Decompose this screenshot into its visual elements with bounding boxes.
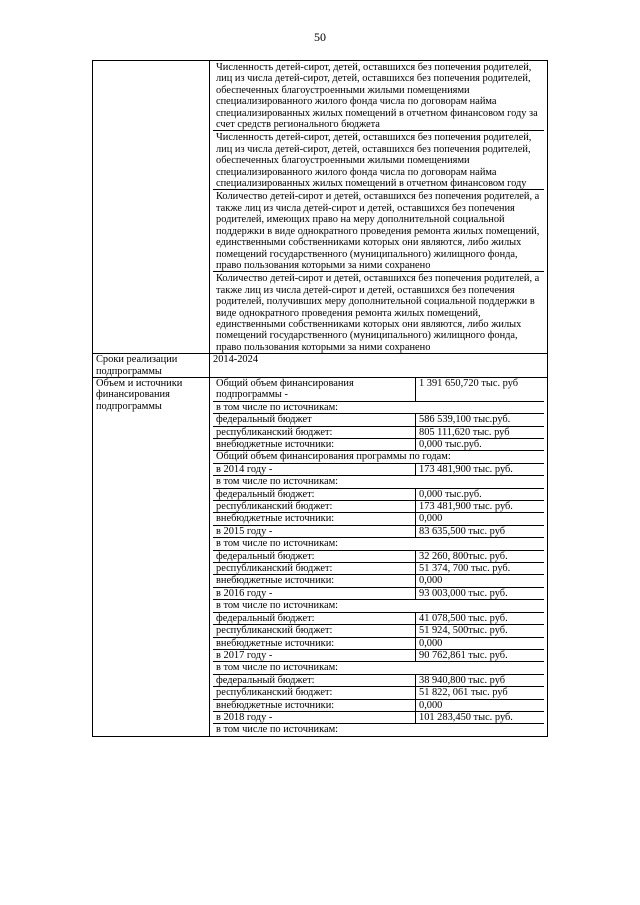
funding-cell	[210, 377, 548, 736]
funding-row-item	[213, 426, 544, 438]
funding-item-label: в 2017 году -	[213, 649, 416, 661]
funding-row-item	[213, 600, 544, 612]
funding-item-amount: 0,000	[416, 699, 545, 711]
funding-row-item	[213, 525, 544, 537]
terms-value: 2014-2024	[210, 354, 548, 378]
funding-row-item	[213, 637, 544, 649]
funding-row-item	[213, 724, 544, 736]
funding-label: Объем и источники финансирования подпрограммы	[93, 377, 210, 736]
funding-row-item	[213, 587, 544, 599]
funding-item-label: федеральный бюджет:	[213, 488, 416, 500]
funding-item-amount: 173 481,900 тыс. руб.	[416, 501, 545, 513]
funding-row-item	[213, 513, 544, 525]
funding-row-item	[213, 625, 544, 637]
funding-item-amount: 38 940,800 тыс. руб	[416, 674, 545, 686]
funding-item-amount: 32 260, 800тыс. руб.	[416, 550, 545, 562]
program-passport-table	[92, 60, 548, 737]
funding-item-amount: 41 078,500 тыс. руб.	[416, 612, 545, 624]
funding-item-label: в 2018 году -	[213, 711, 416, 723]
funding-item-label: внебюджетные источники:	[213, 575, 416, 587]
funding-row-item	[213, 378, 544, 401]
funding-subheading: в том числе по источникам:	[216, 724, 339, 736]
funding-item-amount: 51 374, 700 тыс. руб.	[416, 563, 545, 575]
funding-item-label: в 2016 году -	[213, 587, 416, 599]
funding-row-item	[213, 550, 544, 562]
terms-label: Сроки реализации подпрограммы	[93, 354, 210, 378]
funding-item-amount: 586 539,100 тыс.руб.	[416, 414, 545, 426]
funding-subheading: в том числе по источникам:	[213, 538, 544, 550]
funding-row-item	[213, 538, 544, 550]
funding-item-label: федеральный бюджет:	[213, 612, 416, 624]
funding-item-amount: 90 762,861 тыс. руб.	[416, 649, 545, 661]
funding-item-label: в 2014 году -	[213, 463, 416, 475]
indicator-1: Численность детей-сирот, детей, оставшихся без попечения родителей, лиц из числа детей-сирот, детей, оставшихся без попечения родителей, обеспеченных благоустроенными жилыми помещениями специализированного жилого фонда числа по договорам найма специализированных жилых помещений в отчетном финансовом году за счет средств регионального бюджета	[213, 61, 544, 131]
funding-item-label: республиканский бюджет:	[213, 563, 416, 575]
funding-item-amount: 93 003,000 тыс. руб.	[416, 587, 545, 599]
indicator-2: Численность детей-сирот, детей, оставшихся без попечения родителей, лиц из числа детей-сирот, детей, оставшихся без попечения родителей, обеспеченных благоустроенными жилыми помещениями специализированного жилого фонда числа по договорам найма специализированных жилых помещений в отчетном финансовом году	[213, 131, 544, 190]
funding-row-item	[213, 612, 544, 624]
indicators-row	[93, 61, 548, 354]
funding-item-label: федеральный бюджет:	[213, 550, 416, 562]
terms-row	[93, 354, 548, 378]
funding-row-item	[213, 463, 544, 475]
funding-item-amount: 0,000 тыс.руб.	[416, 488, 545, 500]
funding-item-amount: 1 391 650,720 тыс. руб	[416, 378, 545, 401]
funding-item-label: республиканский бюджет:	[213, 426, 416, 438]
funding-subheading: в том числе по источникам:	[213, 401, 544, 413]
indicators-label-cell	[93, 61, 210, 354]
funding-item-amount: 0,000 тыс.руб.	[416, 439, 545, 451]
funding-item-label: республиканский бюджет:	[213, 501, 416, 513]
funding-item-label: внебюджетные источники:	[213, 637, 416, 649]
funding-row-item	[213, 439, 544, 451]
funding-item-amount: 805 111,620 тыс. руб	[416, 426, 545, 438]
funding-table	[213, 378, 544, 736]
indicator-3: Количество детей-сирот и детей, оставшихся без попечения родителей, а также лиц из числа детей-сирот и детей, оставшихся без попечения родителей, имеющих право на меру дополнительной социальной поддержки в виде однократного проведения ремонта жилых помещений, единственными собственниками которых они являются, либо жилых помещений государственного (муниципального) жилищного фонда, право пользования которыми за ними сохранено	[213, 190, 544, 272]
funding-subheading: в том числе по источникам:	[213, 476, 544, 488]
funding-item-amount: 0,000	[416, 513, 545, 525]
funding-row-item	[213, 401, 544, 413]
funding-item-amount: 51 924, 500тыс. руб.	[416, 625, 545, 637]
funding-row-item	[213, 711, 544, 723]
funding-row-item	[213, 687, 544, 699]
funding-item-amount: 0,000	[416, 575, 545, 587]
page-number: 50	[314, 30, 326, 44]
funding-row-item	[213, 414, 544, 426]
funding-row-item	[213, 476, 544, 488]
funding-row	[93, 377, 548, 736]
funding-item-label: республиканский бюджет:	[213, 687, 416, 699]
funding-row-item	[213, 488, 544, 500]
funding-item-label: внебюджетные источники:	[213, 699, 416, 711]
funding-item-label: в 2015 году -	[213, 525, 416, 537]
funding-item-amount: 83 635,500 тыс. руб	[416, 525, 545, 537]
funding-subheading: в том числе по источникам:	[213, 662, 544, 674]
funding-row-item	[213, 699, 544, 711]
funding-item-label: внебюджетные источники:	[213, 513, 416, 525]
indicator-4: Количество детей-сирот и детей, оставшихся без попечения родителей, а также лиц из числа детей-сирот и детей, оставшихся без попечения родителей, получивших меру дополнительной социальной поддержки в виде однократного проведения ремонта жилых помещений, единственными собственниками которых они являются, либо жилых помещений государственного (муниципального) жилищного фонда, право пользования которыми за ними сохранено	[216, 273, 540, 353]
funding-item-amount: 173 481,900 тыс. руб.	[416, 463, 545, 475]
funding-item-amount: 0,000	[416, 637, 545, 649]
funding-item-amount: 101 283,450 тыс. руб.	[416, 711, 545, 723]
funding-row-item	[213, 501, 544, 513]
funding-item-label: федеральный бюджет:	[213, 674, 416, 686]
funding-subheading: в том числе по источникам:	[213, 600, 544, 612]
funding-row-item	[213, 674, 544, 686]
funding-row-item	[213, 662, 544, 674]
funding-item-label: внебюджетные источники:	[213, 439, 416, 451]
funding-row-item	[213, 563, 544, 575]
funding-row-item	[213, 451, 544, 463]
funding-item-label: республиканский бюджет:	[213, 625, 416, 637]
funding-row-item	[213, 649, 544, 661]
funding-item-amount: 51 822, 061 тыс. руб	[416, 687, 545, 699]
funding-row-item	[213, 575, 544, 587]
funding-subheading: Общий объем финансирования программы по годам:	[213, 451, 544, 463]
indicators-cell	[210, 61, 548, 354]
funding-item-label: федеральный бюджет	[213, 414, 416, 426]
funding-item-label: Общий объем финансирования подпрограммы -	[213, 378, 416, 401]
